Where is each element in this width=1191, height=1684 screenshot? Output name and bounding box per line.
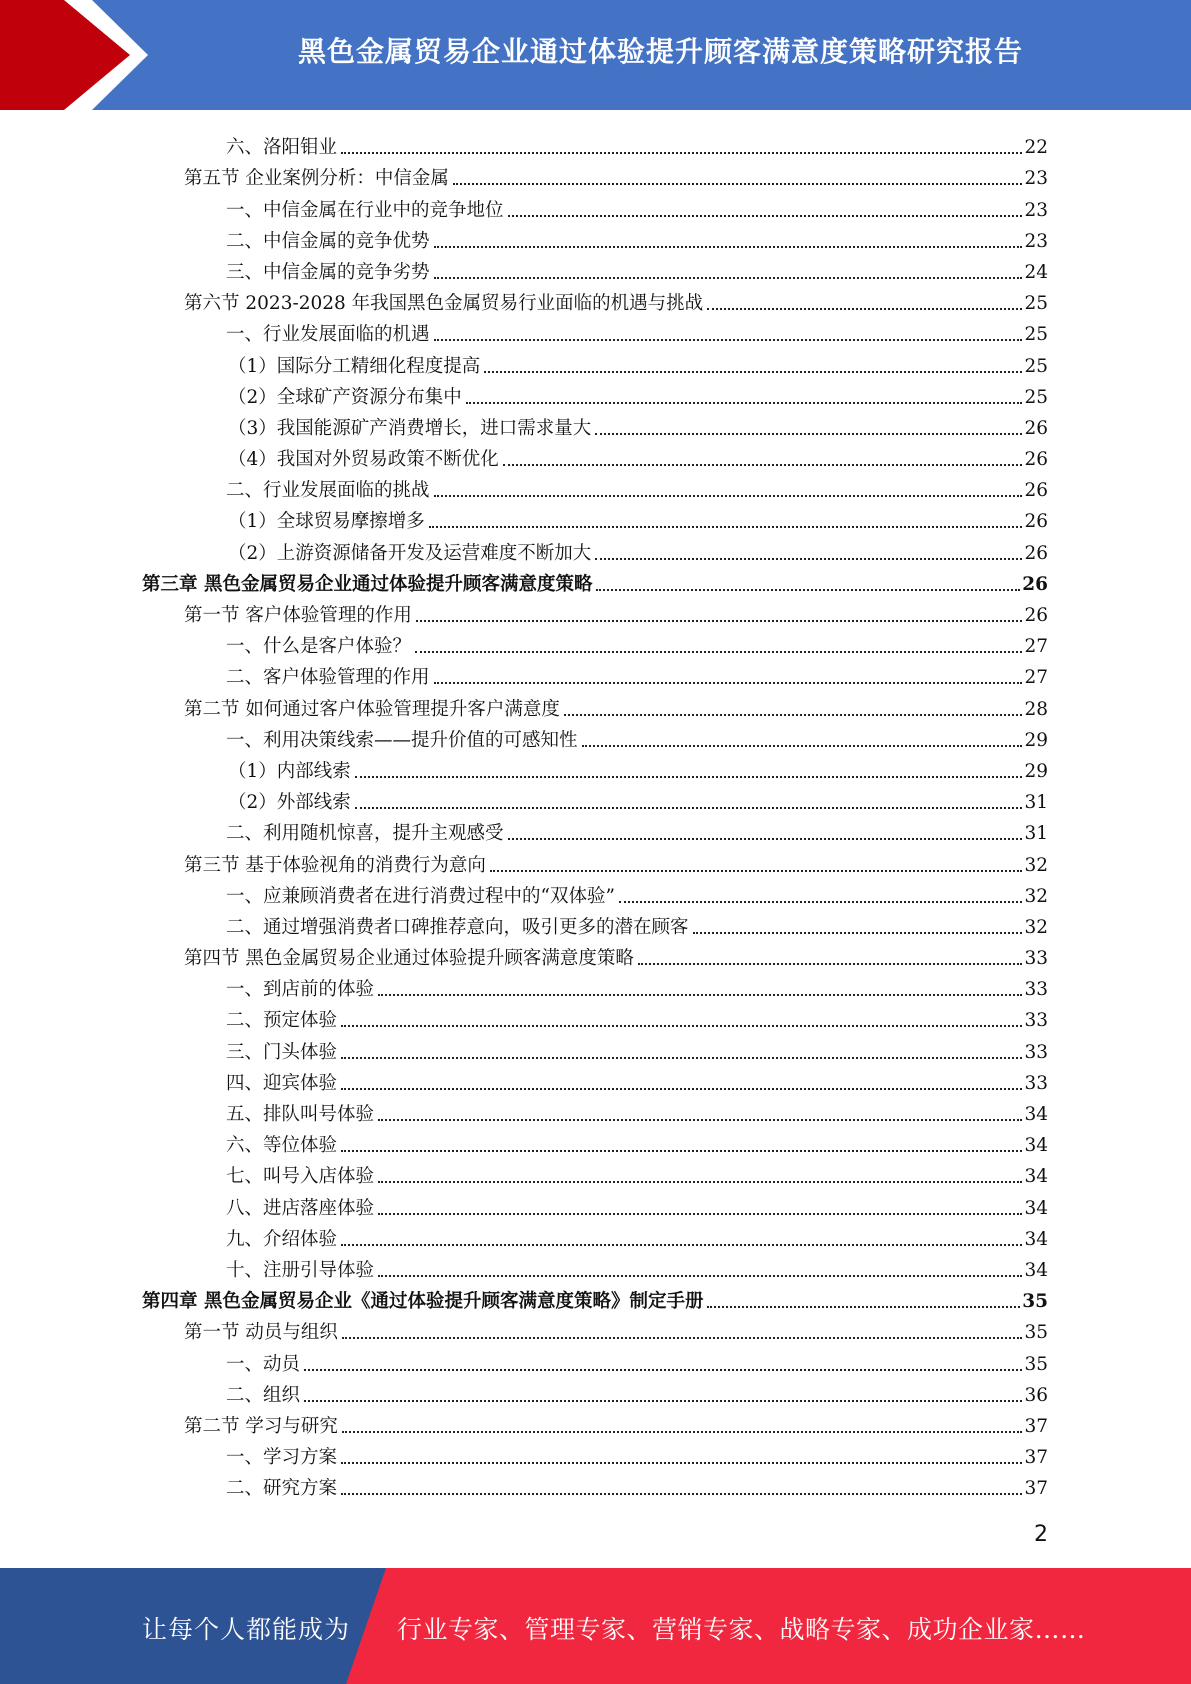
toc-subsection-entry[interactable] [142, 1188, 1048, 1219]
toc-subsection-entry[interactable] [142, 814, 1048, 845]
toc-subsection-entry[interactable] [142, 752, 1048, 783]
toc-dot-leader [342, 1337, 1023, 1339]
toc-entry-page-number: 26 [1022, 573, 1048, 595]
toc-dot-leader [341, 152, 1022, 154]
toc-entry-title: 二、客户体验管理的作用 [226, 667, 430, 689]
toc-dot-leader [707, 1306, 1020, 1308]
toc-subsection-entry[interactable] [142, 658, 1048, 689]
toc-entry-page-number: 27 [1024, 636, 1048, 658]
toc-entry-title: 一、什么是客户体验？ [226, 636, 412, 658]
toc-entry-title: 八、进店落座体验 [226, 1197, 375, 1219]
toc-subsection-entry[interactable] [142, 908, 1048, 939]
toc-entry-page-number: 34 [1024, 1135, 1048, 1157]
page-header [0, 0, 1191, 110]
toc-subsection-entry[interactable] [142, 877, 1048, 908]
toc-dot-leader [484, 371, 1022, 373]
toc-entry-title: 二、行业发展面临的挑战 [226, 480, 430, 502]
page-number: 2 [1034, 1522, 1048, 1547]
toc-section-entry[interactable] [142, 845, 1048, 876]
toc-entry-title: 一、学习方案 [226, 1447, 338, 1469]
toc-entry-page-number: 29 [1024, 760, 1048, 782]
toc-entry-page-number: 25 [1024, 324, 1048, 346]
toc-subsection-entry[interactable] [142, 471, 1048, 502]
toc-dot-leader [341, 1057, 1022, 1059]
toc-entry-page-number: 26 [1024, 417, 1048, 439]
toc-entry-title: （2）上游资源储备开发及运营难度不断加大 [228, 542, 592, 564]
toc-entry-title: 第三节 基于体验视角的消费行为意向 [184, 854, 486, 876]
toc-entry-title: 二、通过增强消费者口碑推荐意向，吸引更多的潜在顾客 [226, 916, 689, 938]
toc-subsection-entry[interactable] [142, 346, 1048, 377]
toc-entry-page-number: 33 [1024, 1010, 1048, 1032]
toc-subsection-entry[interactable] [142, 440, 1048, 471]
toc-entry-title: 第四节 黑色金属贸易企业通过体验提升顾客满意度策略 [184, 948, 634, 970]
report-title: 黑色金属贸易企业通过体验提升顾客满意度策略研究报告 [297, 35, 1023, 68]
toc-entry-page-number: 35 [1022, 1291, 1048, 1313]
toc-subsection-entry[interactable] [142, 1032, 1048, 1063]
toc-dot-leader [434, 682, 1023, 684]
toc-entry-title: 二、组织 [226, 1384, 301, 1406]
toc-entry-page-number: 35 [1024, 1322, 1048, 1344]
toc-entry-page-number: 34 [1024, 1228, 1048, 1250]
toc-entry-page-number: 32 [1024, 916, 1048, 938]
toc-entry-page-number: 26 [1024, 605, 1048, 626]
table-of-contents [142, 128, 1048, 1500]
toc-entry-page-number: 25 [1024, 386, 1048, 408]
toc-dot-leader [378, 1181, 1022, 1183]
toc-entry-page-number: 33 [1024, 1041, 1048, 1063]
toc-entry-title: （1）全球贸易摩擦增多 [228, 511, 425, 533]
toc-dot-leader [378, 1213, 1022, 1215]
toc-dot-leader [596, 589, 1020, 591]
toc-entry-title: （3）我国能源矿产消费增长，进口需求量大 [228, 417, 592, 439]
toc-entry-page-number: 34 [1024, 1166, 1048, 1188]
toc-dot-leader [429, 526, 1023, 528]
toc-entry-page-number: 26 [1024, 511, 1048, 533]
toc-entry-title: 五、排队叫号体验 [226, 1104, 375, 1125]
toc-dot-leader [434, 339, 1023, 341]
toc-chapter-entry[interactable] [142, 565, 1048, 596]
toc-entry-title: （2）全球矿产资源分布集中 [228, 386, 462, 408]
toc-entry-page-number: 27 [1024, 667, 1048, 689]
toc-entry-page-number: 23 [1024, 168, 1048, 190]
toc-entry-title: 一、利用决策线索——提升价值的可感知性 [226, 729, 578, 751]
page-footer [0, 1568, 1191, 1684]
toc-subsection-entry[interactable] [142, 721, 1048, 752]
toc-entry-page-number: 34 [1024, 1104, 1048, 1125]
toc-entry-title: 第一节 客户体验管理的作用 [184, 605, 412, 626]
toc-chapter-entry[interactable] [142, 1282, 1048, 1313]
toc-entry-page-number: 34 [1024, 1259, 1048, 1281]
toc-dot-leader [304, 1400, 1022, 1402]
toc-dot-leader [378, 1275, 1022, 1277]
toc-dot-leader [503, 464, 1023, 466]
toc-section-entry[interactable] [142, 1407, 1048, 1438]
toc-entry-page-number: 32 [1024, 885, 1048, 907]
toc-subsection-entry[interactable] [142, 1064, 1048, 1095]
toc-dot-leader [693, 932, 1023, 934]
toc-entry-title: （1）国际分工精细化程度提高 [228, 355, 481, 377]
toc-entry-title: 二、中信金属的竞争优势 [226, 230, 430, 252]
toc-entry-page-number: 28 [1024, 698, 1048, 720]
toc-dot-leader [355, 807, 1023, 809]
toc-dot-leader [342, 1431, 1023, 1433]
toc-dot-leader [595, 558, 1022, 560]
toc-dot-leader [378, 1119, 1022, 1121]
toc-entry-title: 第四章 黑色金属贸易企业《通过体验提升顾客满意度策略》制定手册 [142, 1291, 704, 1313]
toc-section-entry[interactable] [142, 596, 1048, 627]
toc-entry-title: 第六节 2023-2028 年我国黑色金属贸易行业面临的机遇与挑战 [184, 293, 704, 315]
toc-subsection-entry[interactable] [142, 1001, 1048, 1032]
toc-entry-title: 二、利用随机惊喜，提升主观感受 [226, 823, 504, 845]
toc-dot-leader [595, 433, 1022, 435]
toc-entry-page-number: 37 [1024, 1415, 1048, 1437]
toc-entry-title: 九、介绍体验 [226, 1228, 338, 1250]
toc-entry-page-number: 32 [1024, 854, 1048, 876]
toc-entry-page-number: 37 [1024, 1478, 1048, 1500]
toc-subsection-entry[interactable] [142, 1376, 1048, 1407]
toc-subsection-entry[interactable] [142, 315, 1048, 346]
toc-dot-leader [341, 1462, 1022, 1464]
toc-subsection-entry[interactable] [142, 409, 1048, 440]
toc-entry-page-number: 23 [1024, 199, 1048, 221]
toc-entry-page-number: 22 [1024, 137, 1048, 159]
toc-dot-leader [341, 1088, 1022, 1090]
toc-dot-leader [341, 1493, 1022, 1495]
toc-section-entry[interactable] [142, 159, 1048, 190]
toc-dot-leader [434, 277, 1023, 279]
toc-dot-leader [341, 1025, 1022, 1027]
toc-entry-page-number: 33 [1024, 948, 1048, 970]
footer-slogan-left: 让每个人都能成为 [142, 1615, 351, 1644]
toc-entry-title: 第二节 如何通过客户体验管理提升客户满意度 [184, 698, 560, 720]
toc-subsection-entry[interactable] [142, 128, 1048, 159]
toc-entry-page-number: 29 [1024, 729, 1048, 751]
toc-subsection-entry[interactable] [142, 783, 1048, 814]
toc-entry-title: 第一节 动员与组织 [184, 1322, 338, 1344]
toc-section-entry[interactable] [142, 1313, 1048, 1344]
toc-entry-title: 一、到店前的体验 [226, 979, 375, 1001]
toc-entry-page-number: 34 [1024, 1197, 1048, 1219]
toc-dot-leader [355, 776, 1023, 778]
toc-entry-title: 四、迎宾体验 [226, 1072, 338, 1094]
toc-subsection-entry[interactable] [142, 222, 1048, 253]
toc-entry-title: （4）我国对外贸易政策不断优化 [228, 449, 499, 471]
toc-dot-leader [378, 994, 1022, 996]
toc-subsection-entry[interactable] [142, 1251, 1048, 1282]
toc-section-entry[interactable] [142, 689, 1048, 720]
toc-subsection-entry[interactable] [142, 502, 1048, 533]
toc-subsection-entry[interactable] [142, 1095, 1048, 1126]
toc-dot-leader [434, 246, 1023, 248]
toc-dot-leader [638, 963, 1023, 965]
toc-subsection-entry[interactable] [142, 378, 1048, 409]
toc-entry-page-number: 35 [1024, 1353, 1048, 1375]
toc-entry-title: 六、等位体验 [226, 1135, 338, 1157]
toc-subsection-entry[interactable] [142, 1438, 1048, 1469]
toc-dot-leader [415, 651, 1022, 653]
toc-entry-page-number: 33 [1024, 979, 1048, 1001]
toc-subsection-entry[interactable] [142, 533, 1048, 564]
toc-entry-title: 一、应兼顾消费者在进行消费过程中的“双体验” [226, 885, 615, 907]
toc-entry-title: 第二节 学习与研究 [184, 1415, 338, 1437]
toc-entry-page-number: 31 [1024, 823, 1048, 845]
toc-dot-leader [508, 215, 1023, 217]
toc-entry-page-number: 26 [1024, 480, 1048, 502]
toc-dot-leader [582, 745, 1023, 747]
footer-slogan-right: 行业专家、管理专家、营销专家、战略专家、成功企业家…… [397, 1615, 1086, 1644]
toc-dot-leader [434, 495, 1023, 497]
toc-entry-title: 一、动员 [226, 1353, 301, 1375]
toc-entry-page-number: 25 [1024, 355, 1048, 377]
toc-dot-leader [341, 1150, 1022, 1152]
toc-entry-page-number: 26 [1024, 449, 1048, 471]
toc-subsection-entry[interactable] [142, 627, 1048, 658]
toc-entry-page-number: 25 [1024, 293, 1048, 315]
header-arrow-decoration [0, 0, 160, 110]
toc-entry-title: 三、门头体验 [226, 1041, 338, 1063]
toc-subsection-entry[interactable] [142, 1126, 1048, 1157]
toc-subsection-entry[interactable] [142, 1469, 1048, 1500]
toc-entry-page-number: 24 [1024, 261, 1048, 283]
toc-dot-leader [453, 183, 1023, 185]
toc-entry-title: （2）外部线索 [228, 792, 351, 814]
toc-entry-title: 二、研究方案 [226, 1478, 338, 1500]
toc-dot-leader [619, 901, 1023, 903]
toc-entry-title: 一、中信金属在行业中的竞争地位 [226, 199, 504, 221]
toc-dot-leader [341, 1244, 1022, 1246]
toc-dot-leader [416, 620, 1023, 622]
toc-dot-leader [707, 308, 1022, 310]
toc-dot-leader [490, 870, 1023, 872]
toc-dot-leader [508, 838, 1023, 840]
toc-entry-title: 七、叫号入店体验 [226, 1166, 375, 1188]
toc-subsection-entry[interactable] [142, 190, 1048, 221]
toc-dot-leader [466, 402, 1023, 404]
toc-subsection-entry[interactable] [142, 1220, 1048, 1251]
toc-entry-title: （1）内部线索 [228, 760, 351, 782]
toc-entry-page-number: 33 [1024, 1072, 1048, 1094]
toc-dot-leader [304, 1369, 1022, 1371]
toc-entry-title: 六、洛阳钼业 [226, 137, 338, 159]
toc-entry-page-number: 26 [1024, 542, 1048, 564]
toc-entry-title: 第三章 黑色金属贸易企业通过体验提升顾客满意度策略 [142, 573, 593, 595]
toc-entry-title: 二、预定体验 [226, 1010, 338, 1032]
toc-subsection-entry[interactable] [142, 253, 1048, 284]
toc-section-entry[interactable] [142, 284, 1048, 315]
toc-entry-title: 十、注册引导体验 [226, 1259, 375, 1281]
toc-subsection-entry[interactable] [142, 1157, 1048, 1188]
toc-entry-page-number: 23 [1024, 230, 1048, 252]
toc-entry-page-number: 36 [1024, 1384, 1048, 1406]
toc-dot-leader [564, 714, 1023, 716]
toc-entry-page-number: 37 [1024, 1447, 1048, 1469]
toc-subsection-entry[interactable] [142, 970, 1048, 1001]
toc-entry-title: 第五节 企业案例分析：中信金属 [184, 168, 449, 190]
toc-entry-page-number: 31 [1024, 792, 1048, 814]
toc-entry-title: 一、行业发展面临的机遇 [226, 324, 430, 346]
toc-section-entry[interactable] [142, 939, 1048, 970]
toc-entry-title: 三、中信金属的竞争劣势 [226, 261, 430, 283]
toc-subsection-entry[interactable] [142, 1344, 1048, 1375]
